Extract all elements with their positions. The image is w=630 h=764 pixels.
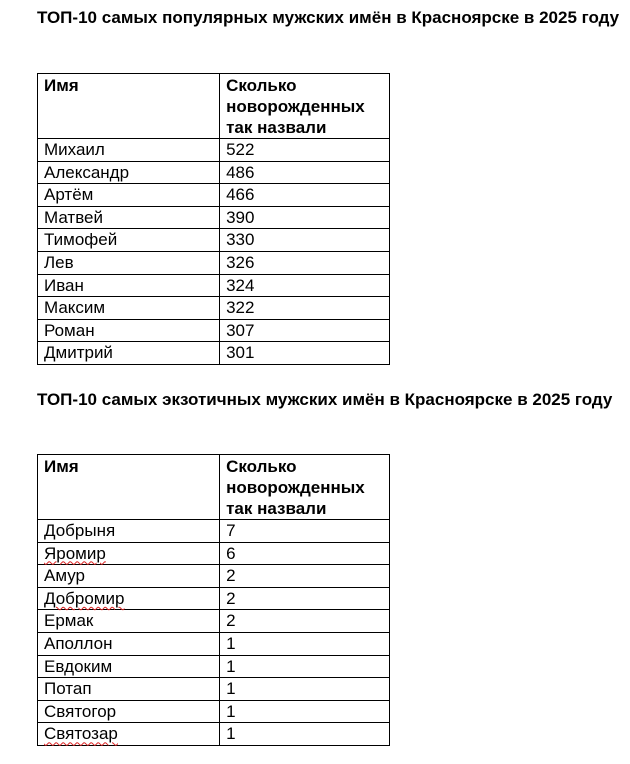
name-cell [38,184,220,207]
name-text: Добромир [44,588,125,608]
name-cell [38,655,220,678]
count-cell: 6 [220,542,390,565]
count-cell: 1 [220,723,390,746]
count-cell: 522 [220,139,390,162]
name-text: Потап [44,679,92,699]
table-row [38,542,390,565]
popular-names-table [37,73,390,365]
name-cell [38,319,220,342]
count-cell: 466 [220,184,390,207]
name-cell [38,297,220,320]
name-cell [38,678,220,701]
name-text: Святогор [44,701,117,721]
table-row [38,632,390,655]
table-row [38,184,390,207]
name-cell [38,700,220,723]
count-cell: 301 [220,342,390,365]
count-cell: 2 [220,565,390,588]
header-count: Сколько новорожденных так назвали [220,74,390,139]
name-text: Аполлон [44,633,113,653]
table-row [38,587,390,610]
count-cell: 330 [220,229,390,252]
count-cell: 1 [220,632,390,655]
count-cell: 326 [220,251,390,274]
count-cell: 322 [220,297,390,320]
name-cell [38,520,220,543]
table-row [38,274,390,297]
name-text: Артём [44,185,94,205]
name-text: Евдоким [44,656,113,676]
exotic-names-section [37,390,627,744]
name-text: Иван [44,275,84,295]
name-cell [38,274,220,297]
table-row [38,206,390,229]
table-row [38,139,390,162]
name-text: Михаил [44,140,105,159]
popular-names-title: ТОП-10 самых популярных мужских имён в Красноярске в 2025 году [37,8,620,27]
name-text: Яромир [44,543,106,563]
table-row [38,610,390,633]
count-cell: 307 [220,319,390,342]
count-cell: 390 [220,206,390,229]
name-cell [38,587,220,610]
count-cell: 1 [220,700,390,723]
count-cell: 7 [220,520,390,543]
name-text: Максим [44,298,106,318]
count-cell: 2 [220,587,390,610]
count-cell: 324 [220,274,390,297]
name-text: Роман [44,320,95,340]
exotic-names-table [37,454,390,746]
name-text: Дмитрий [44,343,113,363]
name-cell [38,342,220,365]
name-text: Амур [44,566,85,586]
name-cell [38,542,220,565]
name-cell [38,723,220,746]
table-row [38,678,390,701]
name-text: Добрыня [44,521,116,540]
table-row [38,520,390,543]
name-cell [38,632,220,655]
name-text: Тимофей [44,230,118,250]
count-cell: 1 [220,678,390,701]
name-cell [38,139,220,162]
table-row [38,723,390,746]
table-row [38,342,390,365]
name-cell [38,610,220,633]
table-row [38,319,390,342]
name-cell [38,229,220,252]
table-row [38,251,390,274]
name-text: Александр [44,162,130,182]
exotic-names-title: ТОП-10 самых экзотичных мужских имён в Красноярске в 2025 году [37,390,613,409]
table-header-row [38,74,390,139]
name-text: Матвей [44,207,104,227]
table-row [38,297,390,320]
name-text: Лев [44,252,74,272]
name-cell [38,251,220,274]
name-text: Ермак [44,611,94,631]
count-cell: 2 [220,610,390,633]
popular-names-section [37,8,627,363]
name-cell [38,206,220,229]
header-name: Имя [38,74,220,139]
header-count: Сколько новорожденных так назвали [220,455,390,520]
name-cell [38,161,220,184]
name-cell [38,565,220,588]
table-row [38,161,390,184]
count-cell: 486 [220,161,390,184]
table-row [38,229,390,252]
table-row [38,700,390,723]
table-row [38,655,390,678]
table-header-row [38,455,390,520]
header-name: Имя [38,455,220,520]
table-row [38,565,390,588]
count-cell: 1 [220,655,390,678]
name-text: Святозар [44,724,118,744]
